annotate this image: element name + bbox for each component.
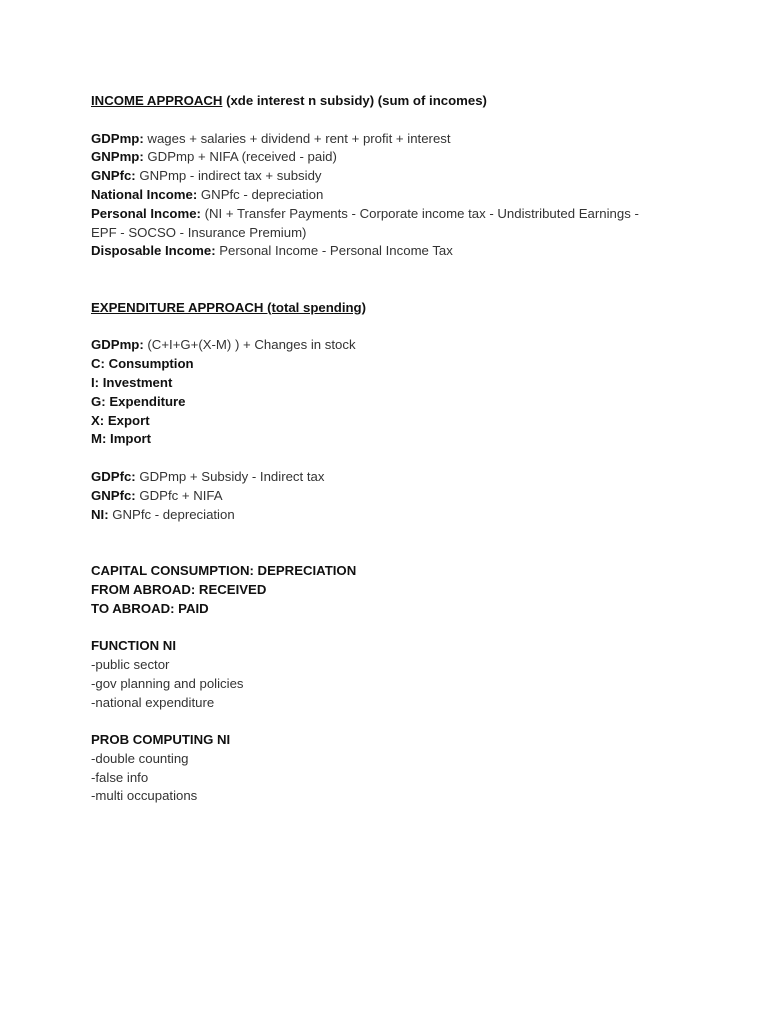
- component-export: X: Export: [91, 412, 150, 428]
- income-line-gnpmp: [91, 148, 691, 167]
- expenditure-label: GDPmp:: [91, 337, 144, 353]
- list-item: -false info: [91, 769, 149, 785]
- list-item: -national expenditure: [91, 694, 215, 710]
- list-item: -public sector: [91, 656, 170, 672]
- expenditure-value: GDPfc + NIFA: [135, 487, 223, 503]
- income-label: Disposable Income:: [91, 243, 216, 259]
- income-line-national-income: [91, 186, 691, 205]
- income-label: GDPmp:: [91, 130, 144, 146]
- income-label: GNPmp:: [91, 149, 144, 165]
- expenditure-line-gdpmp: [91, 336, 691, 355]
- income-value: GNPfc - depreciation: [197, 186, 324, 202]
- function-ni-heading: FUNCTION NI: [91, 638, 176, 654]
- prob-computing-ni-heading: PROB COMPUTING NI: [91, 732, 231, 748]
- income-value: GDPmp + NIFA (received - paid): [143, 149, 337, 165]
- expenditure-value: (C+I+G+(X-M) ) + Changes in stock: [143, 337, 356, 353]
- income-line-gdpmp: [91, 130, 691, 149]
- income-line-gnpfc: [91, 167, 691, 186]
- definition-from-abroad: FROM ABROAD: RECEIVED: [91, 581, 267, 597]
- expenditure-approach-heading: EXPENDITURE APPROACH (total spending): [91, 299, 366, 315]
- list-item: -double counting: [91, 750, 189, 766]
- income-value: (NI + Transfer Payments - Corporate income tax - Undistributed Earnings -: [200, 205, 639, 221]
- income-heading-rest: (xde interest n subsidy) (sum of incomes): [222, 93, 487, 108]
- income-value: EPF - SOCSO - Insurance Premium): [91, 224, 307, 240]
- component-import: M: Import: [91, 431, 152, 447]
- income-line-personal-income: [91, 205, 691, 224]
- income-heading-underlined: INCOME APPROACH: [91, 93, 223, 108]
- income-value: wages + salaries + dividend + rent + profit + interest: [143, 130, 451, 146]
- document-page: [91, 92, 691, 806]
- income-label: National Income:: [91, 186, 198, 202]
- expenditure-value: GNPfc - depreciation: [108, 506, 235, 522]
- income-line-personal-income-cont: [91, 224, 691, 243]
- income-line-disposable-income: [91, 242, 691, 261]
- income-value: GNPmp - indirect tax + subsidy: [135, 168, 322, 184]
- component-expenditure: G: Expenditure: [91, 393, 186, 409]
- expenditure-label: GDPfc:: [91, 468, 136, 484]
- income-value: Personal Income - Personal Income Tax: [215, 243, 453, 259]
- expenditure-line-gnpfc: [91, 487, 691, 506]
- income-approach-heading: [91, 92, 691, 111]
- expenditure-label: NI:: [91, 506, 109, 522]
- income-label: GNPfc:: [91, 168, 136, 184]
- expenditure-label: GNPfc:: [91, 487, 136, 503]
- definition-to-abroad: TO ABROAD: PAID: [91, 600, 209, 616]
- income-label: Personal Income:: [91, 205, 201, 221]
- list-item: -gov planning and policies: [91, 675, 244, 691]
- list-item: -multi occupations: [91, 788, 198, 804]
- expenditure-value: GDPmp + Subsidy - Indirect tax: [135, 468, 325, 484]
- expenditure-line-gdpfc: [91, 468, 691, 487]
- expenditure-line-ni: [91, 506, 691, 525]
- component-investment: I: Investment: [91, 374, 173, 390]
- component-consumption: C: Consumption: [91, 356, 194, 372]
- definition-capital-consumption: CAPITAL CONSUMPTION: DEPRECIATION: [91, 562, 357, 578]
